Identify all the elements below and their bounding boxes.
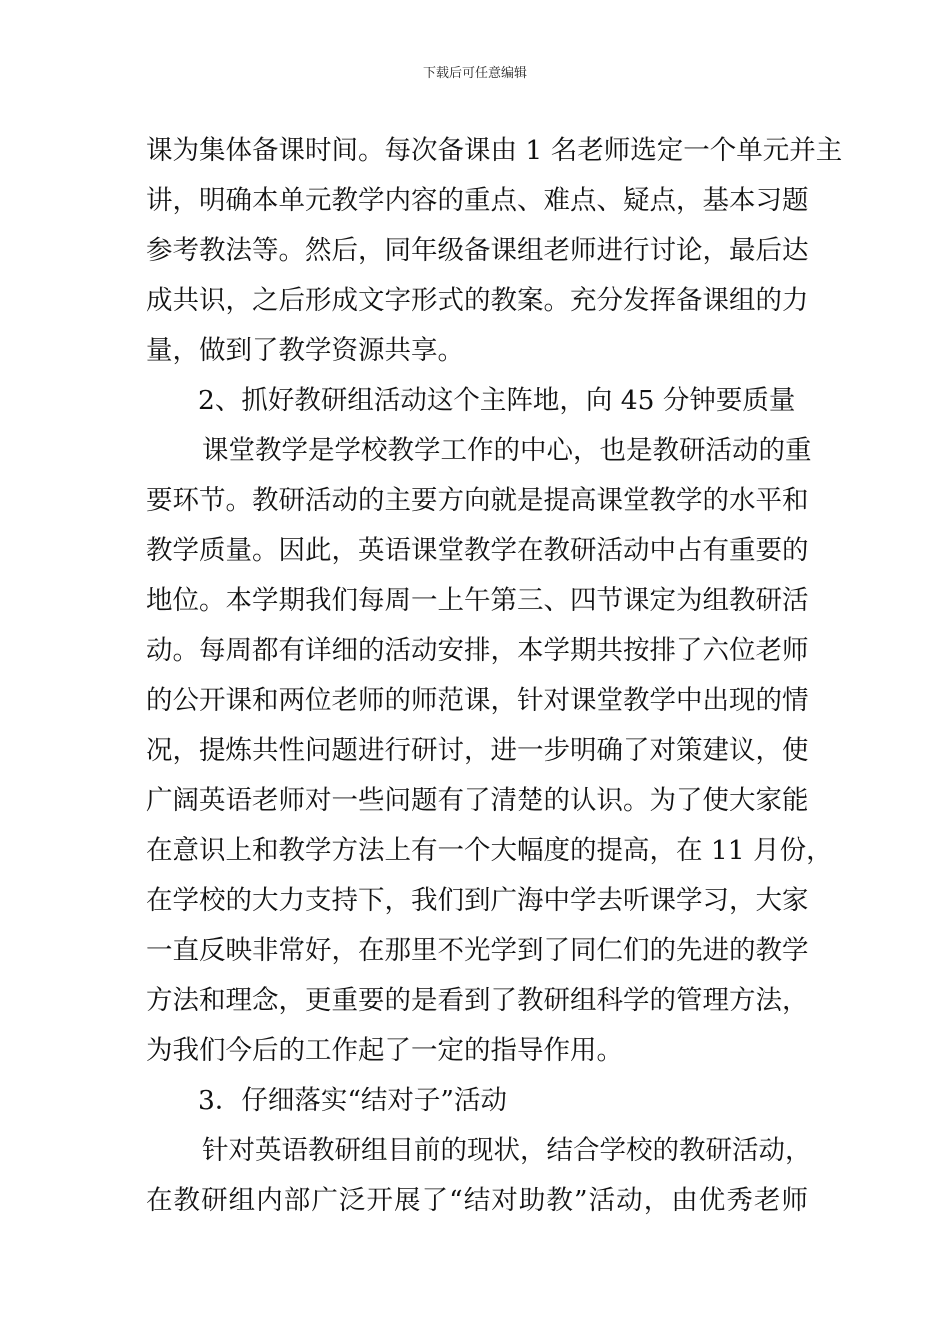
body-line: 针对英语教研组目前的现状，结合学校的教研活动，	[202, 1135, 812, 1166]
body-line: 参考教法等。然后，同年级备课组老师进行讨论，最后达	[146, 235, 809, 266]
body-line: 一直反映非常好，在那里不光学到了同仁们的先进的教学	[146, 935, 809, 966]
body-line: 广阔英语老师对一些问题有了清楚的认识。为了使大家能	[146, 785, 809, 816]
body-line: 课堂教学是学校教学工作的中心，也是教研活动的重	[202, 435, 812, 466]
body-line: 要环节。教研活动的主要方向就是提高课堂教学的水平和	[146, 485, 809, 516]
body-line: 在意识上和教学方法上有一个大幅度的提高，在 11 月份，	[146, 835, 833, 866]
body-line: 教学质量。因此，英语课堂教学在教研活动中占有重要的	[146, 535, 809, 566]
page-header: 下载后可任意编辑	[422, 66, 527, 81]
section-heading-2: 2、抓好教研组活动这个主阵地，向 45 分钟要质量	[198, 385, 796, 416]
body-line: 地位。本学期我们每周一上午第三、四节课定为组教研活	[146, 585, 809, 616]
body-line: 动。每周都有详细的活动安排，本学期共按排了六位老师	[146, 635, 809, 666]
body-line: 量，做到了教学资源共享。	[146, 335, 464, 366]
body-line: 课为集体备课时间。每次备课由 1 名老师选定一个单元并主	[146, 135, 843, 166]
body-line: 讲，明确本单元教学内容的重点、难点、疑点，基本习题	[146, 185, 809, 216]
body-line: 为我们今后的工作起了一定的指导作用。	[146, 1035, 623, 1066]
body-line: 方法和理念，更重要的是看到了教研组科学的管理方法，	[146, 985, 809, 1016]
body-line: 成共识，之后形成文字形式的教案。充分发挥备课组的力	[146, 285, 809, 316]
body-line: 在学校的大力支持下，我们到广海中学去听课学习，大家	[146, 885, 809, 916]
body-line: 的公开课和两位老师的师范课，针对课堂教学中出现的情	[146, 685, 809, 716]
section-heading-3: 3．仔细落实“结对子”活动	[198, 1085, 507, 1116]
document-body	[146, 126, 843, 1226]
body-line: 况，提炼共性问题进行研讨，进一步明确了对策建议，使	[146, 735, 809, 766]
body-line: 在教研组内部广泛开展了“结对助教”活动，由优秀老师	[146, 1185, 808, 1216]
